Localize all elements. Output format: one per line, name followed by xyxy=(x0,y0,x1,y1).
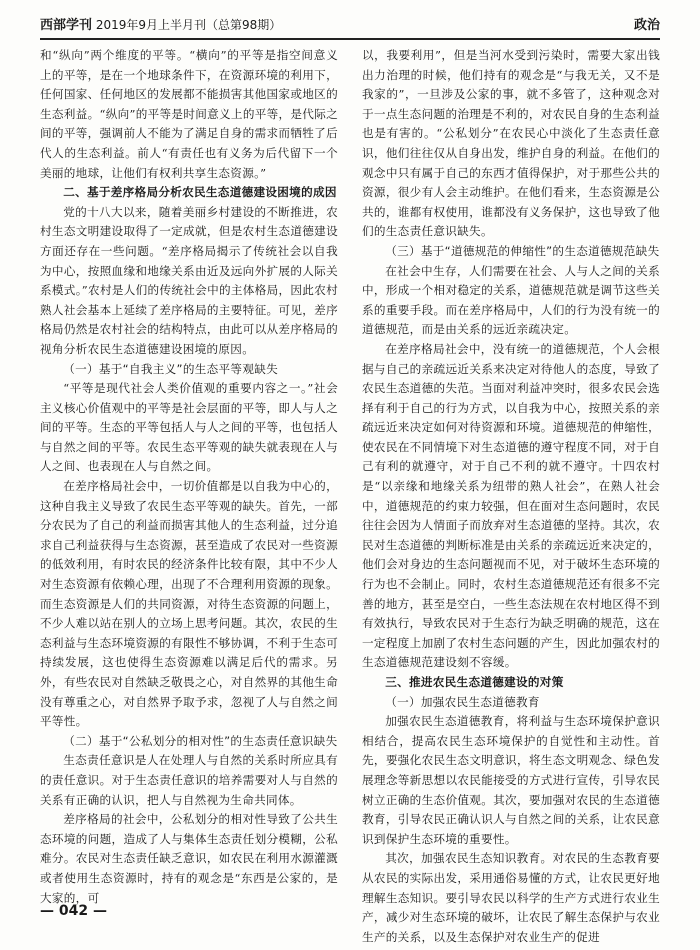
section-heading: 二、基于差序格局分析农民生态道德建设困境的成因 xyxy=(63,185,337,200)
paragraph: “平等是现代社会人类价值观的重要内容之一。”社会主义核心价值观中的平等是社会层面的平等，即人与人之间的平等。生态的平等包括人与人之间的平等，也包括人与自然之间的平等。农民生态平等观的缺失就表现在人与人之间、也表现在人与自然之间。 xyxy=(40,381,338,474)
subsection-heading: （三）基于“道德规范的伸缩性”的生态道德规范缺失 xyxy=(385,243,660,258)
subsection-heading: （一）加强农民生态道德教育 xyxy=(385,694,540,709)
paragraph: 差序格局的社会中，公私划分的相对性导致了公共生态环境的问题，造成了人与集体生态责任划分模糊，公私难分。农民对生态责任缺乏意识，如农民在利用水源灌溉或者使用生态资源时，持有的观念是“东西是公家的，是大家的，可 xyxy=(40,812,338,905)
paragraph: 党的十八大以来，随着美丽乡村建设的不断推进，农村生态文明建设取得了一定成就，但是农村生态道德建设方面还存在一些问题。“差序格局揭示了传统社会以自我为中心，按照血缘和地缘关系由近及远向外扩展的人际关系模式。”农村是人们的传统社会中的主体格局，因此农村熟人社会基本上延续了差序格局的主要特征。可见，差序格局仍然是农村社会的结构特点，由此可以从差序格局的视角分析农民生态道德建设困境的原因。 xyxy=(40,204,338,356)
paragraph: 在差序格局社会中，没有统一的道德规范，个人会根据与自己的亲疏远近关系来决定对待他人的态度，导致了农民生态道德的失范。当面对利益冲突时，很多农民会选择有利于自己的行为方式，以自我为中心，按照关系的亲疏远近来决定如何对待资源和环境。道德规范的伸缩性，使农民在不同情境下对生态道德的遵守程度不同，对于自己有利的就遵守，对于自己不利的就不遵守。十四农村是“以亲缘和地缘关系为纽带的熟人社会”，在熟人社会中，道德规范的约束力较强，但在面对生态问题时，农民往往会因为人情面子而放弃对生态道德的坚持。其次，农民对生态道德的判断标准是由关系的亲疏远近来决定的，他们会对身边的生态问题视而不见，对于破坏生态环境的行为也不会制止。同时，农村生态道德规范还有很多不完善的地方，甚至是空白，一些生态法规在农村地区得不到有效执行，导致农民对于生态行为缺乏明确的规范，这在一定程度上加剧了农村生态问题的产生，因此加强农村的生态道德规范建设刻不容缓。 xyxy=(362,341,660,670)
paragraph: 以，我要利用”，但是当河水受到污染时，需要大家出钱出力治理的时候，他们持有的观念是“与我无关，又不是我家的”，一旦涉及公家的事，就不多管了，这种观念对于一点生态问题的治理是不利的，对农民自身的生态利益也是有害的。“公私划分”在农民心中淡化了生态责任意识，他们往往仅从自身出发，维护自身的利益。在他们的观念中只有属于自己的东西才值得保护，对于那些公共的资源，很少有人会主动维护。在他们看来，生态资源是公共的，谁都有权使用，谁都没有义务保护，这也导致了他们的生态责任意识缺失。 xyxy=(362,48,660,239)
paragraph: 加强农民生态道德教育，将利益与生态环境保护意识相结合，提高农民生态环境保护的自觉性和主动性。首先，要强化农民生态文明意识，将生态文明观念、绿色发展理念等新思想以农民能接受的方式进行宣传，引导农民树立正确的生态价值观。其次，要加强对农民的生态道德教育，引导农民正确认识人与自然之间的关系，让农民意识到保护生态环境的重要性。 xyxy=(362,714,660,846)
paragraph: 在差序格局社会中，一切价值都是以自我为中心的，这种自我主义导致了农民生态平等观的缺失。首先，一部分农民为了自己的利益而损害其他人的生态利益，过分追求自己利益获得与生态资源，甚至造成了农民对一些资源的低效利用，有时农民的经济条件比较有限，其中不少人对生态资源有依赖心理，出现了不合理利用资源的现象。而生态资源是人们的共同资源，对待生态资源的问题上，不少人难以站在别人的立场上思考问题。其次，农民的生态利益与生态环境资源的有限性不够协调，不利于生态可持续发展，这也使得生态资源难以满足后代的需求。另外，有些农民对自然缺乏敬畏之心，对自然界的其他生命没有尊重之心，对自然界予取予求，忽视了人与自然之间平等性。 xyxy=(40,479,338,729)
paragraph: 其次，加强农民生态知识教育。对农民的生态教育要从农民的实际出发，采用通俗易懂的方式，让农民更好地理解生态知识。要引导农民以科学的生产方式进行农业生产，减少对生态环境的破坏，让农民了解生态保护与农业生产的关系，以及生态保护对农业生产的促进 xyxy=(362,851,660,944)
issue-info: 2019年9月上半月刊（总第98期） xyxy=(95,18,282,32)
journal-name: 西部学刊 xyxy=(40,18,93,33)
paragraph: 和“纵向”两个维度的平等。“横向”的平等是指空间意义上的平等，是在一个地球条件下，在资源环境的利用下，任何国家、任何地区的发展都不能损害其他国家或地区的生态利益。“纵向”的平等是时间意义上的平等，是代际之间的平等，强调前人不能为了满足自身的需求而牺牲了后代人的生态利益。前人“有责任也有义务为后代留下一个美丽的地球，让他们有权利共享生态资源。” xyxy=(40,48,338,180)
page-header xyxy=(40,8,660,40)
right-column xyxy=(362,46,660,944)
page-number: — 042 — xyxy=(40,903,107,919)
journal-info xyxy=(40,14,281,33)
left-column xyxy=(40,46,338,905)
paragraph: 生态责任意识是人在处理人与自然的关系时所应具有的责任意识。对于生态责任意识的培养需要对人与自然的关系有正确的认识，把人与自然视为生命共同体。 xyxy=(40,753,338,807)
subsection-heading: （一）基于“自我主义”的生态平等观缺失 xyxy=(63,361,278,376)
paragraph: 在社会中生存，人们需要在社会、人与人之间的关系中，形成一个相对稳定的关系，道德规范就是调节这些关系的重要手段。而在差序格局中，人们的行为没有统一的道德规范，而是由关系的远近亲疏决定。 xyxy=(362,263,660,337)
subsection-heading: （二）基于“公私划分的相对性”的生态责任意识缺失 xyxy=(63,733,338,748)
section-heading: 三、推进农民生态道德建设的对策 xyxy=(385,675,564,689)
section-label: 政治 xyxy=(633,18,660,33)
